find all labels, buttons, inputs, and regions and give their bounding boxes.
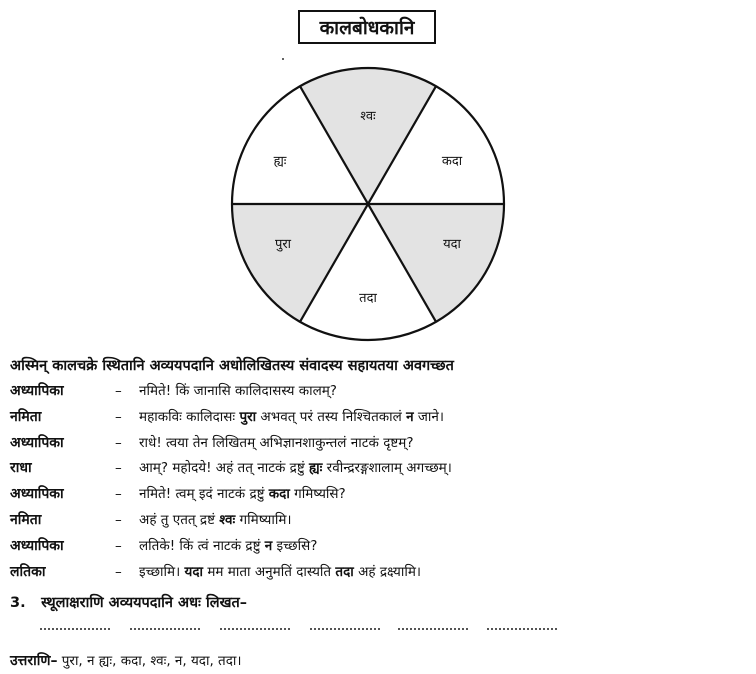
text-segment: मम माता अनुमतिं दास्यति [203, 563, 336, 580]
dialogue-text [139, 458, 452, 476]
speaker-name: राधा [10, 460, 32, 477]
avyaya-bold: तदा [335, 563, 354, 580]
sector-label-top: श्वः [360, 109, 376, 124]
dialogue-text [139, 562, 421, 580]
dialogue-row [10, 484, 750, 510]
speaker-name: अध्यापिका [10, 434, 64, 451]
speaker-name: अध्यापिका [10, 537, 64, 554]
avyaya-bold: पुरा [239, 408, 257, 425]
text-segment: नमिते! किं जानासि कालिदासस्य कालम्? [139, 383, 337, 399]
dash: – [115, 434, 122, 451]
dash: – [115, 511, 122, 528]
dialogue-row [10, 381, 750, 407]
dialogue-row [10, 562, 750, 588]
dialogue-row [10, 458, 750, 484]
blank-line[interactable] [398, 620, 468, 630]
blank-line[interactable] [310, 620, 380, 630]
avyaya-bold: श्वः [219, 511, 236, 528]
blank-line[interactable] [40, 620, 110, 630]
dialogue-row [10, 407, 750, 433]
text-segment: इच्छसि? [272, 537, 318, 554]
avyaya-bold: न [264, 537, 273, 554]
question-number: 3. [10, 595, 26, 611]
text-segment: अहं द्रक्ष्यामि। [353, 563, 422, 580]
dash: – [115, 383, 122, 399]
blank-line[interactable] [130, 620, 200, 630]
avyaya-bold: ह्यः [309, 460, 323, 477]
answer-blanks [0, 620, 756, 632]
dialogue-row [10, 433, 750, 459]
dialogue-row [10, 510, 750, 536]
dash: – [115, 486, 122, 503]
speaker-name: अध्यापिका [10, 383, 64, 399]
dash: – [115, 563, 122, 580]
text-segment: महाकविः कालिदासः [139, 408, 240, 425]
instruction-heading: अस्मिन् कालचक्रे स्थितानि अव्ययपदानि अधोलिखितस्य संवादस्य सहायतया अवगच्छत [10, 358, 454, 374]
dialogue-text [139, 536, 317, 554]
answers-text: पुरा, न ह्यः, कदा, श्वः, न, यदा, तदा। [61, 653, 242, 669]
sector-label-bottom-left: पुरा [274, 237, 292, 252]
blank-line[interactable] [487, 620, 557, 630]
text-segment: जाने। [413, 408, 444, 425]
text-segment: आम्? महोदये! अहं तत् नाटकं द्रष्टुं [139, 460, 310, 477]
dialogue-text [139, 484, 346, 502]
text-segment: अहं तु एतत् द्रष्टं [139, 511, 220, 528]
dialogue-text [139, 433, 413, 451]
avyaya-bold: न [406, 408, 414, 425]
speaker-name: नमिता [10, 511, 42, 528]
speaker-name: लतिका [10, 563, 46, 580]
dialogue-row [10, 536, 750, 562]
dialogue-text [139, 381, 337, 399]
dash: – [115, 408, 122, 425]
sector-label-bottom: तदा [359, 291, 377, 306]
avyaya-bold: कदा [268, 486, 290, 503]
text-segment: इच्छामि। [139, 563, 185, 580]
dialogue-text [139, 510, 292, 528]
answers-line [10, 651, 242, 670]
text-segment: गमिष्यामि। [235, 511, 292, 528]
stray-dot [282, 58, 284, 60]
speaker-name: नमिता [10, 408, 42, 425]
page-title [298, 10, 436, 44]
text-segment: नमिते! त्वम् इदं नाटकं द्रष्टुं [139, 486, 269, 503]
time-wheel-diagram [230, 66, 506, 342]
text-segment: गमिष्यसि? [289, 486, 346, 503]
sector-label-bottom-right: यदा [443, 237, 461, 252]
dash: – [115, 537, 122, 554]
text-segment: लतिके! किं त्वं नाटकं द्रष्टुं [139, 537, 265, 554]
question-3 [10, 592, 247, 612]
dash: – [115, 460, 122, 477]
text-segment: रवीन्द्ररङ्गशालाम् अगच्छम्। [322, 460, 452, 477]
question-text: स्थूलाक्षराणि अव्ययपदानि अधः लिखत– [41, 595, 247, 611]
text-segment: अभवत् परं तस्य निश्चितकालं [256, 408, 407, 425]
dialogue-list [10, 381, 750, 587]
dialogue-text [139, 407, 444, 425]
title-text: कालबोधकानि [319, 17, 415, 39]
answers-label: उत्तराणि– [10, 653, 58, 669]
avyaya-bold: यदा [184, 563, 204, 580]
speaker-name: अध्यापिका [10, 486, 64, 503]
sector-label-top-right: कदा [441, 154, 463, 169]
text-segment: राधे! त्वया तेन लिखितम् अभिज्ञानशाकुन्तलं नाटकं दृष्टम्? [139, 434, 414, 451]
sector-label-top-left: ह्यः [273, 154, 287, 169]
blank-line[interactable] [220, 620, 290, 630]
